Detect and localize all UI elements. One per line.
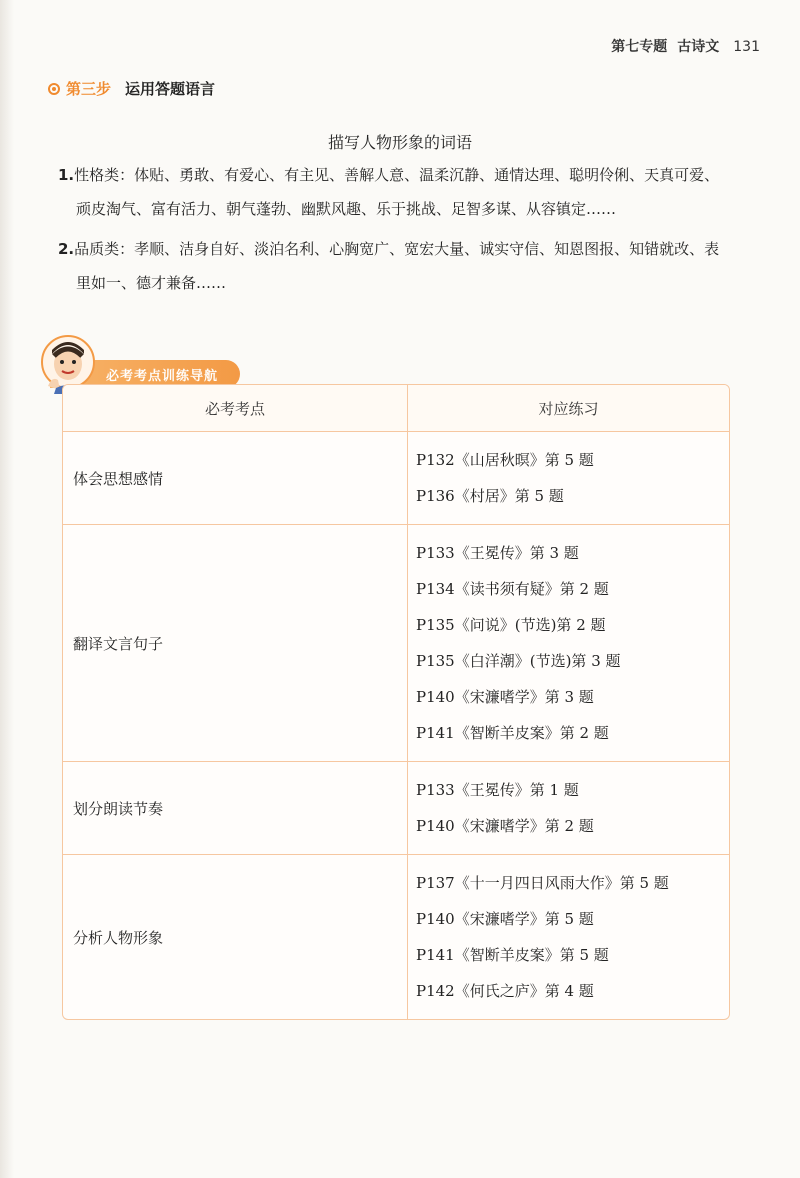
step-title: 运用答题语言 xyxy=(125,80,216,98)
step-heading xyxy=(48,78,215,99)
exercise-item: P140《宋濂嗜学》第 2 题 xyxy=(416,817,594,835)
running-header xyxy=(611,36,760,56)
table-row xyxy=(63,761,729,854)
exam-point: 体会思想感情 xyxy=(63,432,408,524)
exercise-item: P134《读书须有疑》第 2 题 xyxy=(416,580,609,598)
paragraph-number: 1. xyxy=(58,166,75,184)
guide-tab-label: 必考考点训练导航 xyxy=(106,368,219,384)
header-subject: 古诗文 xyxy=(677,39,720,55)
exercise-item: P132《山居秋暝》第 5 题 xyxy=(416,451,594,469)
page-binding-shadow xyxy=(0,0,14,1178)
exam-point: 分析人物形象 xyxy=(63,854,408,1019)
paragraph-personality xyxy=(58,158,738,226)
bullseye-icon xyxy=(48,83,60,95)
paragraph-line: 品质类：孝顺、洁身自好、淡泊名利、心胸宽广、宽宏大量、诚实守信、知恩图报、知错就改、表 xyxy=(74,240,720,258)
exercise-item: P140《宋濂嗜学》第 5 题 xyxy=(416,910,594,928)
exam-point: 翻译文言句子 xyxy=(63,524,408,761)
exercise-list xyxy=(408,524,729,761)
column-header: 必考考点 xyxy=(63,385,408,432)
header-section: 第七专题 xyxy=(611,39,668,55)
exercise-list xyxy=(408,854,729,1019)
paragraph-line: 性格类：体贴、勇敢、有爱心、有主见、善解人意、温柔沉静、通情达理、聪明伶俐、天真可爱、 xyxy=(74,166,720,184)
exercise-item: P133《王冕传》第 3 题 xyxy=(416,544,579,562)
exercise-item: P140《宋濂嗜学》第 3 题 xyxy=(416,688,594,706)
section-title: 描写人物形象的词语 xyxy=(327,133,472,152)
exam-point: 划分朗读节奏 xyxy=(63,761,408,854)
exercise-list xyxy=(408,761,729,854)
paragraph-line: 顽皮淘气、富有活力、朝气蓬勃、幽默风趣、乐于挑战、足智多谋、从容镇定…… xyxy=(76,200,617,218)
exercise-item: P142《何氏之庐》第 4 题 xyxy=(416,982,594,1000)
exercise-list xyxy=(408,432,729,524)
page-number: 131 xyxy=(733,39,760,55)
paragraph-number: 2. xyxy=(58,240,75,258)
column-header: 对应练习 xyxy=(408,385,729,432)
exercise-item: P141《智断羊皮案》第 2 题 xyxy=(416,724,609,742)
exercise-item: P135《问说》(节选)第 2 题 xyxy=(416,616,606,634)
paragraph-character xyxy=(58,232,738,300)
step-label: 第三步 xyxy=(66,80,112,98)
exercise-item: P141《智断羊皮案》第 5 题 xyxy=(416,946,609,964)
paragraph-line: 里如一、德才兼备…… xyxy=(76,274,227,292)
exercise-item: P133《王冕传》第 1 题 xyxy=(416,781,579,799)
table-row xyxy=(63,524,729,761)
exercise-item: P137《十一月四日风雨大作》第 5 题 xyxy=(416,874,669,892)
table-row xyxy=(63,854,729,1019)
exercise-item: P136《村居》第 5 题 xyxy=(416,487,564,505)
exercise-item: P135《白洋潮》(节选)第 3 题 xyxy=(416,652,621,670)
table-row xyxy=(63,432,729,524)
guide-table xyxy=(62,384,730,1020)
